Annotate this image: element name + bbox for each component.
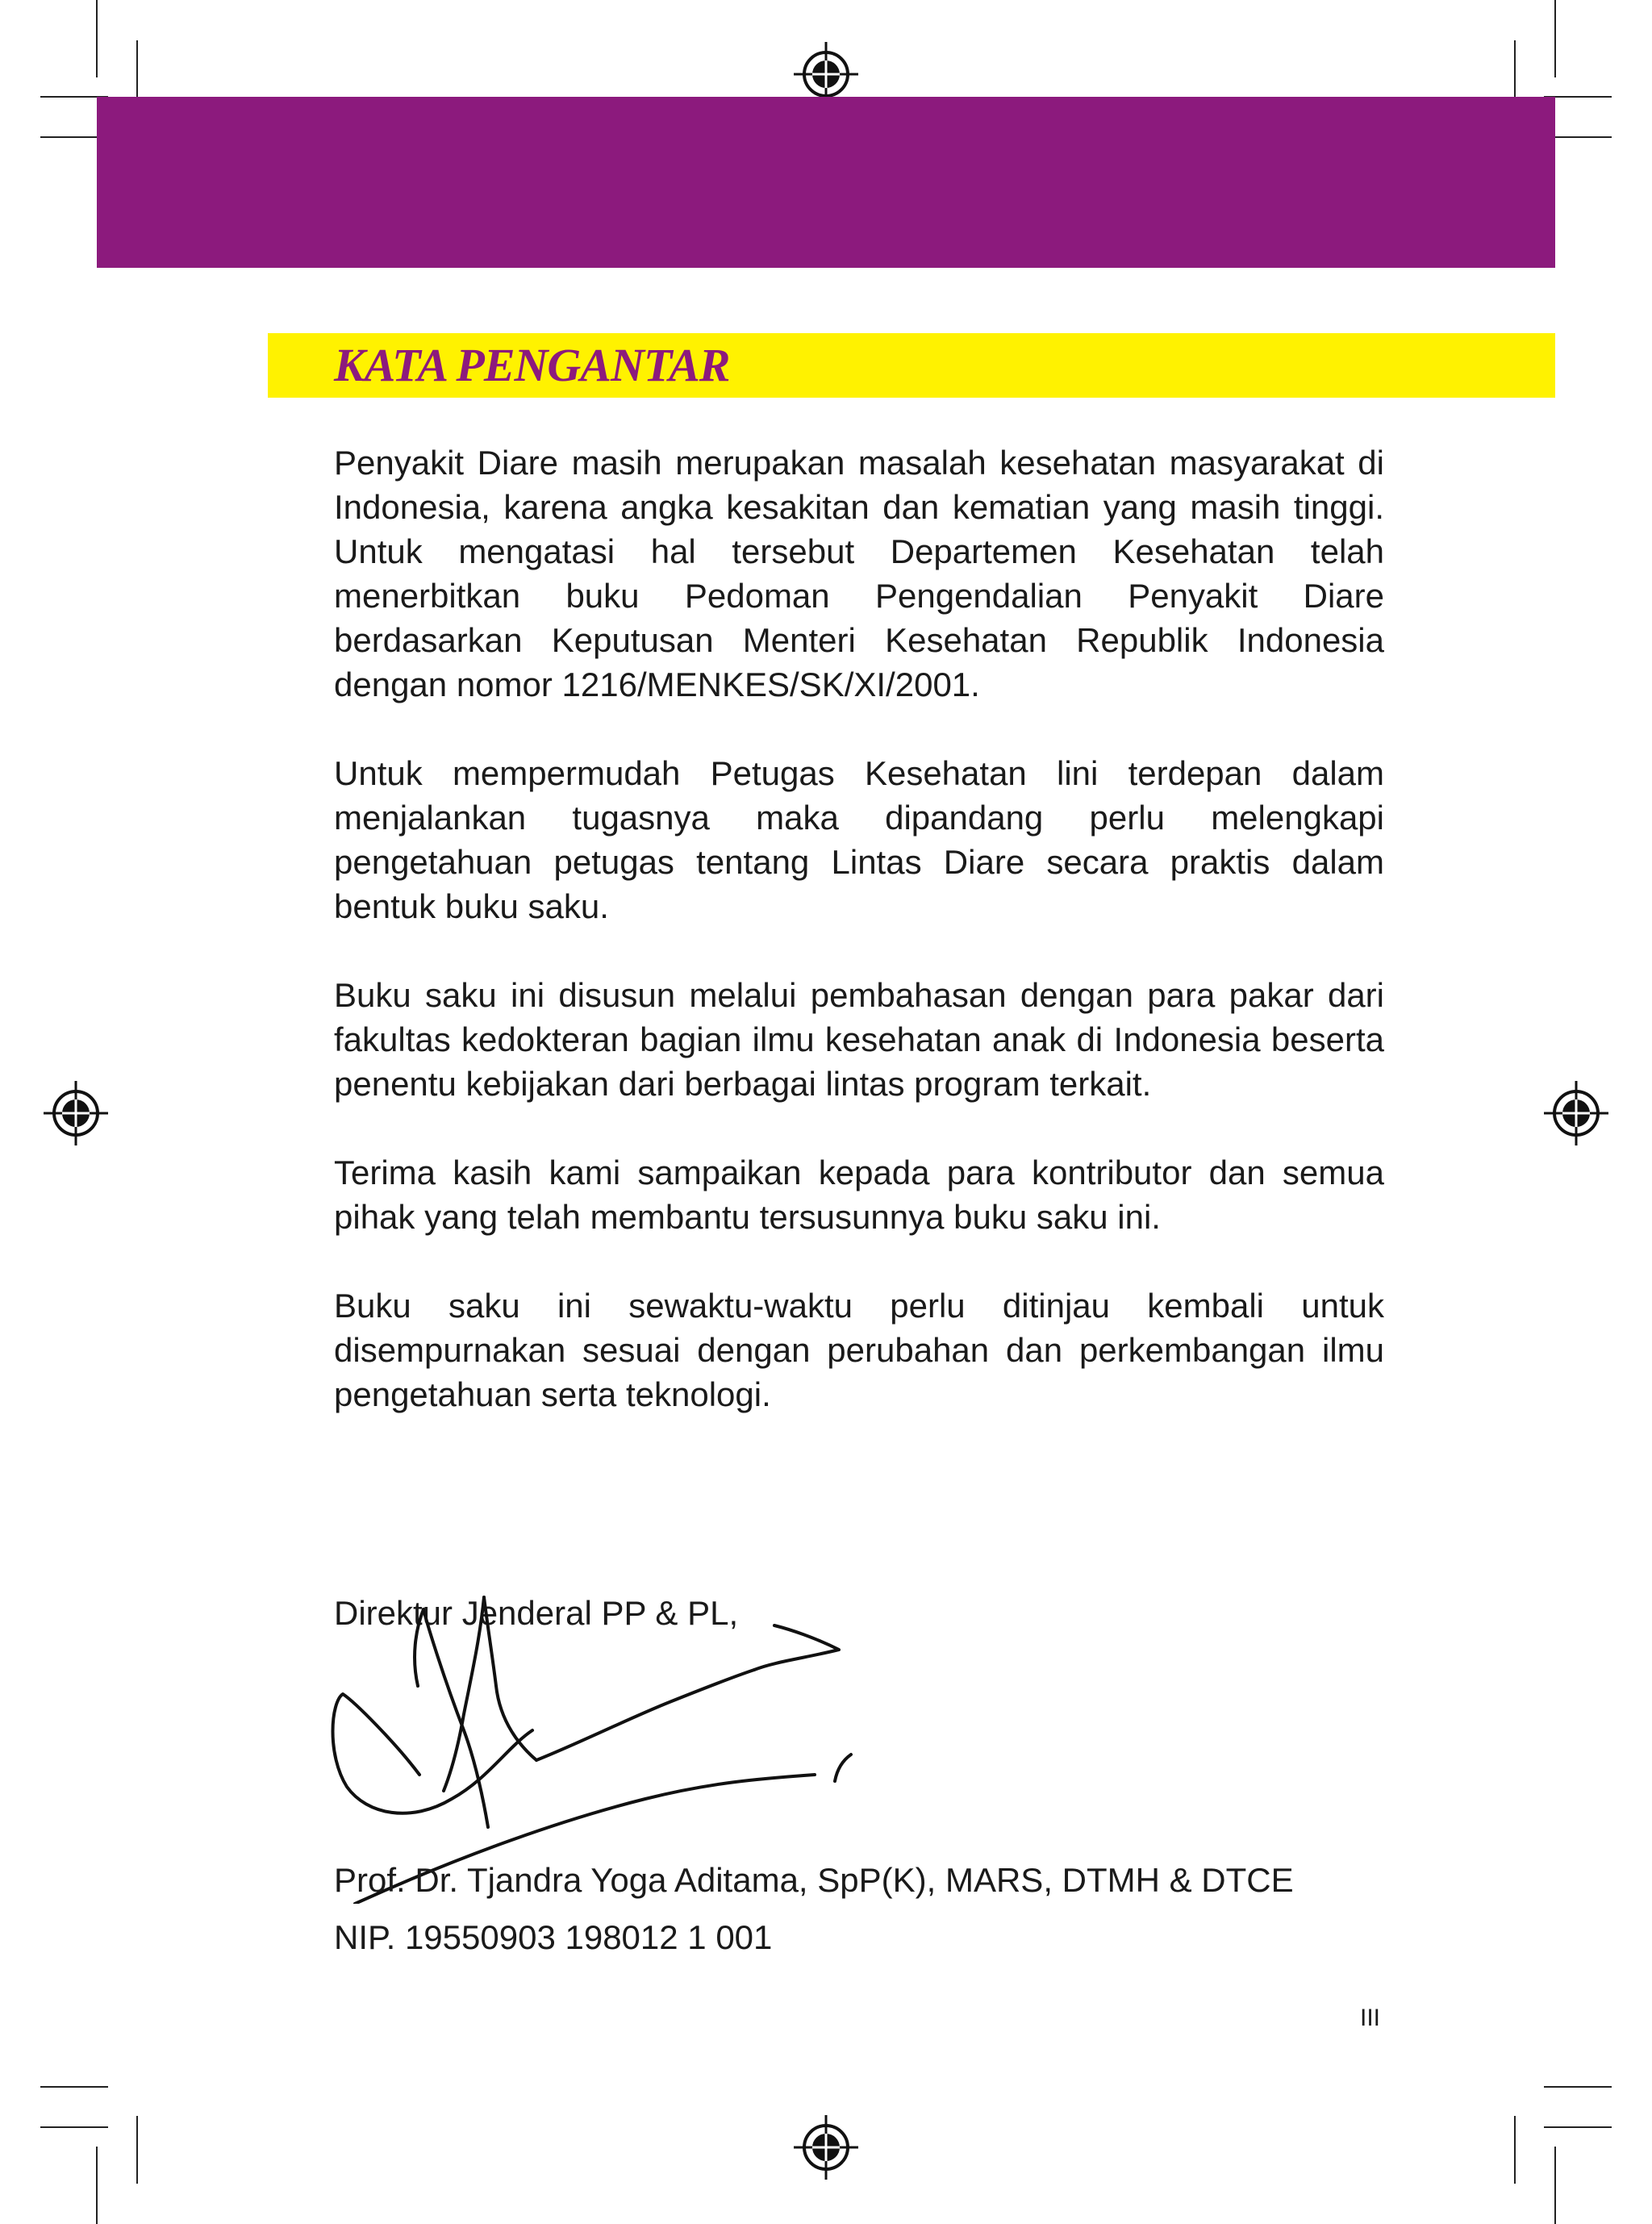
header-band <box>97 97 1555 268</box>
signer-name: Prof. Dr. Tjandra Yoga Aditama, SpP(K), MARS, DTMH & DTCE <box>334 1861 1294 1899</box>
page-number: III <box>1360 2005 1381 2031</box>
page-title: KATA PENGANTAR <box>334 339 730 391</box>
handwritten-signature <box>323 1581 887 1904</box>
body-text <box>334 440 1384 1461</box>
closing-title: Direktur Jenderal PP & PL, <box>334 1594 739 1632</box>
paragraph: Buku saku ini disusun melalui pembahasan dengan para pakar dari fakultas kedokteran bagian ilmu kesehatan anak di Indonesia beserta penentu kebijakan dari berbagai lintas program terkait. <box>334 976 1384 1103</box>
paragraph: Penyakit Diare masih merupakan masalah kesehatan masyarakat di Indonesia, karena angka kesakitan dan kematian yang masih tinggi. Untuk mengatasi hal tersebut Departemen Kesehatan telah menerbitkan buku Pedoman Pengendalian Penyakit Diare berdasarkan Keputusan Menteri Kesehatan Republik Indonesia dengan nomor 1216/MENKES/SK/XI/2001. <box>334 444 1384 703</box>
paragraph: Untuk mempermudah Petugas Kesehatan lini terdepan dalam menjalankan tugasnya maka dipandang perlu melengkapi pengetahuan petugas tentang Lintas Diare secara praktis dalam bentuk buku saku. <box>334 754 1384 925</box>
paragraph: Buku saku ini sewaktu-waktu perlu ditinjau kembali untuk disempurnakan sesuai dengan perubahan dan perkembangan ilmu pengetahuan serta teknologi. <box>334 1287 1384 1413</box>
paragraph: Terima kasih kami sampaikan kepada para kontributor dan semua pihak yang telah membantu tersusunnya buku saku ini. <box>334 1154 1384 1236</box>
signer-id: NIP. 19550903 198012 1 001 <box>334 1918 773 1956</box>
